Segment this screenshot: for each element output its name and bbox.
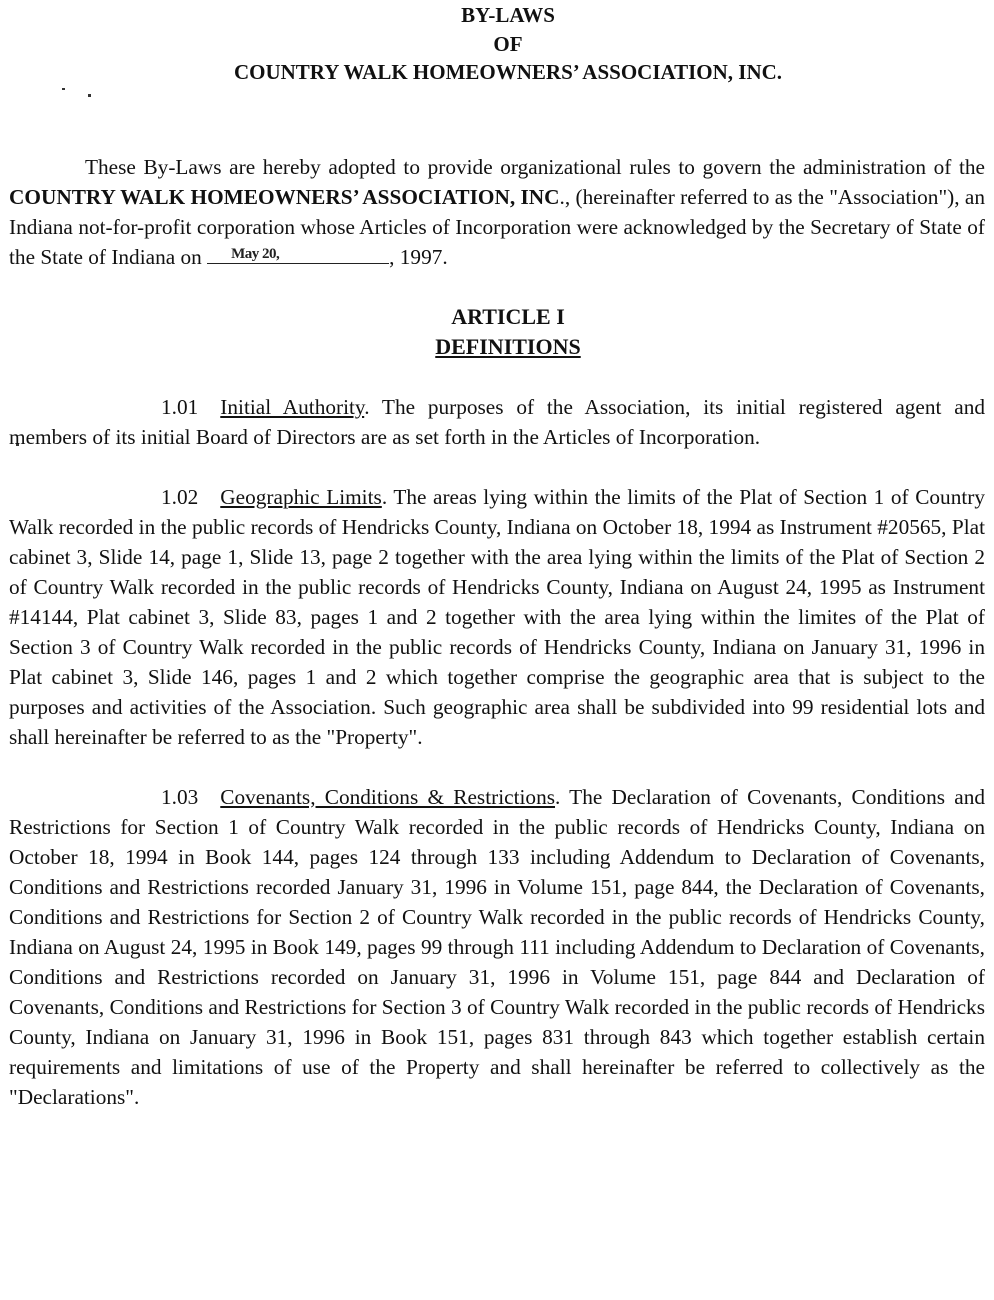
title-line-of: OF — [493, 31, 523, 56]
section-number: 1.02 — [161, 484, 199, 509]
section-1-02 — [9, 482, 985, 752]
intro-text-end: , 1997. — [389, 244, 448, 269]
section-number: 1.03 — [161, 784, 199, 809]
section-heading: Geographic Limits — [220, 484, 382, 509]
intro-text-middle: ., (hereinafter referred to as the "Association"), an Indiana not-for-profit corporation whose Articles of Incorporation were acknowledged by the Secretary of State of the State of Indiana on — [9, 184, 985, 269]
section-heading: Initial Authority — [220, 394, 365, 419]
date-handwritten: May 20, — [231, 245, 280, 262]
date-blank-field — [207, 245, 389, 264]
title-line-association: COUNTRY WALK HOMEOWNERS’ ASSOCIATION, INC. — [233, 60, 783, 84]
intro-text-start: These By-Laws are hereby adopted to provide organizational rules to govern the administration of the — [85, 154, 985, 179]
section-heading: Covenants, Conditions & Restrictions — [220, 784, 556, 809]
title-line-bylaws: BY-LAWS — [461, 3, 555, 27]
intro-paragraph — [9, 152, 985, 272]
document-title — [9, 1, 985, 87]
section-1-03 — [9, 782, 985, 1112]
section-text: . The Declaration of Covenants, Conditions and Restrictions for Section 1 of Country Walk recorded in the public records of Hendricks County, Indiana on October 18, 1994 in Book 144, pages 124 through 133 including Addendum to Declaration of Covenants, Conditions and Restrictions recorded January 31, 1996 in Volume 151, page 844, the Declaration of Covenants, Conditions and Restrictions for Section 2 of Country Walk recorded in the public records of Hendricks County, Indiana on August 24, 1995 in Book 149, pages 99 through 111 including Addendum to Declaration of Covenants, Conditions and Restrictions recorded on January 31, 1996 in Volume 151, page 844 and Declaration of Covenants, Conditions and Restrictions for Section 3 of Country Walk recorded in the public records of Hendricks County, Indiana on January 31, 1996 in Book 151, pages 831 through 843 which together establish certain requirements and limitations of use of the Property and shall hereinafter be referred to collectively as the "Declarations". — [9, 784, 985, 1109]
document-page — [9, 0, 985, 1112]
article-title: DEFINITIONS — [435, 333, 581, 359]
article-heading — [9, 302, 985, 362]
section-number: 1.01 — [161, 394, 199, 419]
article-number: ARTICLE I — [451, 303, 565, 329]
section-text: . The areas lying within the limits of the Plat of Section 1 of Country Walk recorded in the public records of Hendricks County, Indiana on October 18, 1994 as Instrument #20565, Plat cabinet 3, Slide 14, page 1, Slide 13, page 2 together with the area lying within the limits of the Plat of Section 2 of Country Walk recorded in the public records of Hendricks County, Indiana on August 24, 1995 as Instrument #14144, Plat cabinet 3, Slide 83, pages 1 and 2 together with the area lying within the limites of the Plat of Section 3 of Country Walk recorded in the public records of Hendricks County, Indiana on January 31, 1996 in Plat cabinet 3, Slide 146, pages 1 and 2 which together comprise the geographic area that is subject to the purposes and activities of the Association. Such geographic area shall be subdivided into 99 residential lots and shall hereinafter be referred to as the "Property". — [9, 484, 986, 749]
section-text: . The purposes of the Association, its initial registered agent and members of its initial Board of Directors are as set forth in the Articles of Incorporation. — [9, 394, 985, 449]
association-name: COUNTRY WALK HOMEOWNERS’ ASSOCIATION, INC — [9, 184, 560, 209]
section-1-01 — [9, 392, 985, 452]
